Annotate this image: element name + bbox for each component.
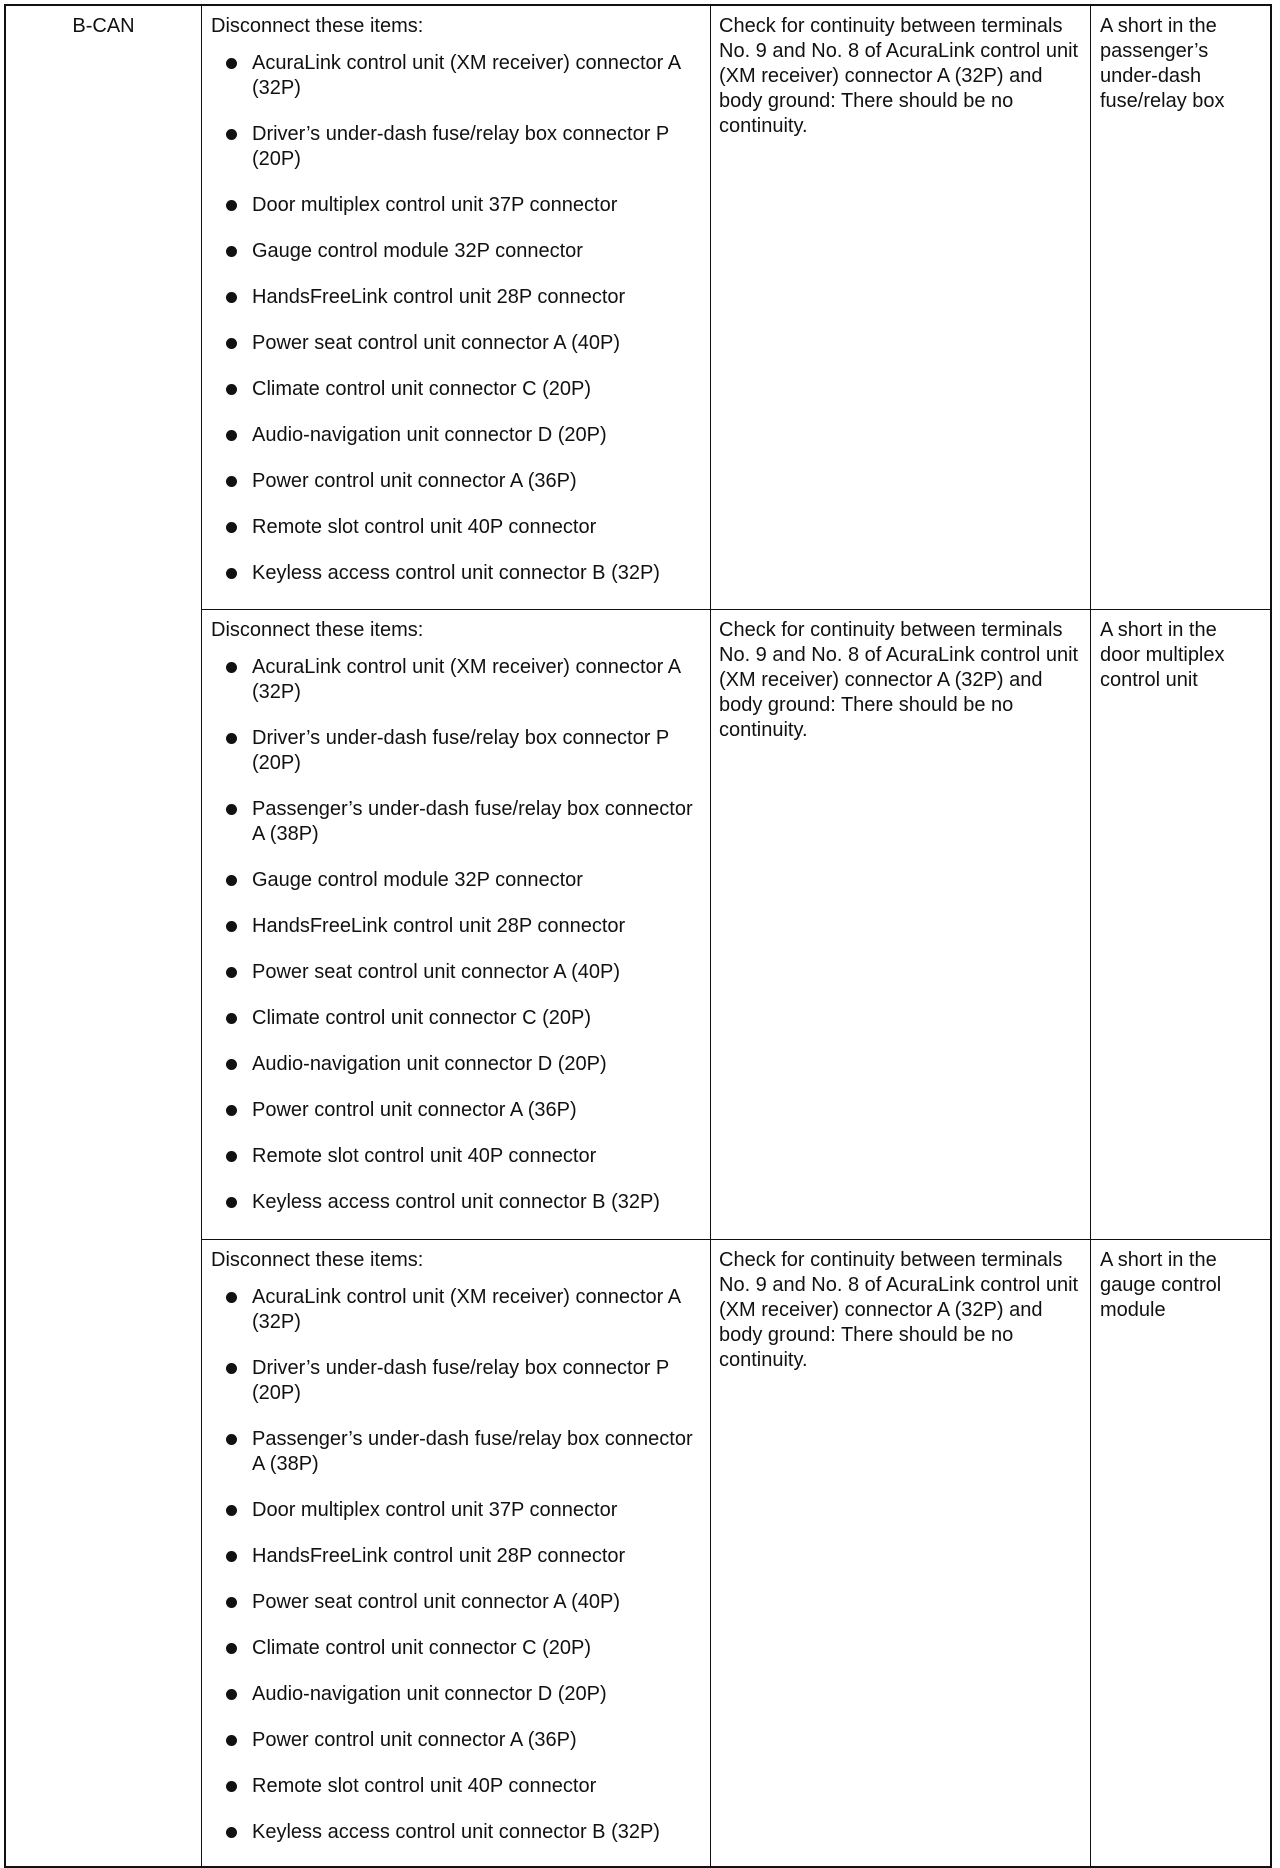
item-text: Audio-navigation unit connector D (20P) [252,424,607,446]
list-item [211,469,702,494]
list-item [211,1427,702,1477]
cause-text: A short in the gauge control module [1100,1248,1222,1321]
list-item [211,1052,702,1077]
bullet-icon [226,200,237,211]
system-label: B-CAN [72,15,135,37]
item-text: Remote slot control unit 40P connector [252,1774,597,1797]
list-item [211,515,702,540]
diagnostic-table [4,4,1272,1868]
check-text: Check for continuity between terminals No. 9 and No. 8 of AcuraLink control unit (XM receiver) connector A (32P) and body ground: There should be no continuity. [719,15,1079,137]
cause-cell [1091,1239,1272,1867]
item-text: Remote slot control unit 40P connector [252,516,597,538]
item-text: Audio-navigation unit connector D (20P) [252,1052,607,1075]
system-cell [5,5,202,1867]
bullet-icon [226,1597,237,1608]
list-item [211,285,702,310]
bullet-icon [226,1292,237,1303]
disconnect-intro: Disconnect these items: [211,618,424,641]
item-text: Climate control unit connector C (20P) [252,1006,592,1029]
item-text: Climate control unit connector C (20P) [252,1636,592,1659]
list-item [211,239,702,264]
disconnect-list [211,655,702,1215]
item-text: Climate control unit connector C (20P) [252,378,592,400]
disconnect-list [211,51,702,586]
list-item [211,1820,702,1845]
item-text: Keyless access control unit connector B (32P) [252,1190,660,1213]
disconnect-items-cell [202,1239,711,1867]
item-text: Door multiplex control unit 37P connector [252,194,618,216]
item-text: Passenger’s under-dash fuse/relay box connector A (38P) [252,1427,693,1475]
item-text: Passenger’s under-dash fuse/relay box connector A (38P) [252,797,693,845]
cause-text: A short in the door multiplex control unit [1100,618,1225,691]
bullet-icon [226,967,237,978]
check-cell [711,1239,1091,1867]
check-cell [711,5,1091,609]
bullet-icon [226,58,237,69]
bullet-icon [226,1434,237,1445]
table-row [5,5,1271,609]
check-text: Check for continuity between terminals No. 9 and No. 8 of AcuraLink control unit (XM receiver) connector A (32P) and body ground: There should be no continuity. [719,1248,1079,1371]
list-item [211,1190,702,1215]
list-item [211,1590,702,1615]
list-item [211,960,702,985]
bullet-icon [226,804,237,815]
item-text: Door multiplex control unit 37P connector [252,1498,618,1521]
list-item [211,1356,702,1406]
item-text: HandsFreeLink control unit 28P connector [252,286,626,308]
list-item [211,423,702,448]
item-text: Audio-navigation unit connector D (20P) [252,1682,607,1705]
list-item [211,655,702,705]
bullet-icon [226,1505,237,1516]
item-text: Power seat control unit connector A (40P) [252,332,620,354]
list-item [211,1006,702,1031]
list-item [211,51,702,101]
item-text: HandsFreeLink control unit 28P connector [252,1544,626,1567]
bullet-icon [226,338,237,349]
item-text: AcuraLink control unit (XM receiver) connector A (32P) [252,655,680,703]
bullet-icon [226,1197,237,1208]
bullet-icon [226,568,237,579]
bullet-icon [226,292,237,303]
check-text: Check for continuity between terminals No. 9 and No. 8 of AcuraLink control unit (XM receiver) connector A (32P) and body ground: There should be no continuity. [719,618,1079,741]
list-item [211,726,702,776]
list-item [211,193,702,218]
item-text: HandsFreeLink control unit 28P connector [252,914,626,937]
item-text: Power control unit connector A (36P) [252,470,577,492]
item-text: Keyless access control unit connector B (32P) [252,562,660,584]
bullet-icon [226,1689,237,1700]
list-item [211,1774,702,1799]
item-text: Power seat control unit connector A (40P) [252,1590,620,1613]
bullet-icon [226,1363,237,1374]
bullet-icon [226,875,237,886]
bullet-icon [226,1013,237,1024]
disconnect-intro: Disconnect these items: [211,1248,424,1271]
bullet-icon [226,1781,237,1792]
item-text: AcuraLink control unit (XM receiver) connector A (32P) [252,1285,680,1333]
check-cell [711,609,1091,1239]
item-text: Driver’s under-dash fuse/relay box connector P (20P) [252,726,669,774]
bullet-icon [226,1059,237,1070]
bullet-icon [226,522,237,533]
item-text: Power seat control unit connector A (40P) [252,960,620,983]
bullet-icon [226,1735,237,1746]
list-item [211,1544,702,1569]
bullet-icon [226,430,237,441]
list-item [211,797,702,847]
disconnect-items-cell [202,609,711,1239]
bullet-icon [226,1151,237,1162]
list-item [211,331,702,356]
cause-cell [1091,609,1272,1239]
item-text: Power control unit connector A (36P) [252,1728,577,1751]
list-item [211,1498,702,1523]
bullet-icon [226,921,237,932]
cause-text: A short in the passenger’s under-dash fuse/relay box [1100,15,1225,112]
bullet-icon [226,733,237,744]
cause-cell [1091,5,1272,609]
item-text: Gauge control module 32P connector [252,868,583,891]
bullet-icon [226,384,237,395]
disconnect-list [211,1285,702,1845]
list-item [211,122,702,172]
item-text: AcuraLink control unit (XM receiver) connector A (32P) [252,52,680,99]
list-item [211,1144,702,1169]
list-item [211,1728,702,1753]
list-item [211,377,702,402]
list-item [211,561,702,586]
list-item [211,1636,702,1661]
disconnect-intro: Disconnect these items: [211,15,424,37]
bullet-icon [226,662,237,673]
list-item [211,1682,702,1707]
item-text: Gauge control module 32P connector [252,240,583,262]
bullet-icon [226,476,237,487]
item-text: Driver’s under-dash fuse/relay box connector P (20P) [252,1356,669,1404]
bullet-icon [226,1551,237,1562]
bullet-icon [226,129,237,140]
list-item [211,1098,702,1123]
list-item [211,914,702,939]
bullet-icon [226,1827,237,1838]
item-text: Power control unit connector A (36P) [252,1098,577,1121]
item-text: Keyless access control unit connector B (32P) [252,1820,660,1843]
item-text: Remote slot control unit 40P connector [252,1144,597,1167]
list-item [211,868,702,893]
disconnect-items-cell [202,5,711,609]
list-item [211,1285,702,1335]
bullet-icon [226,1643,237,1654]
item-text: Driver’s under-dash fuse/relay box connector P (20P) [252,123,669,170]
bullet-icon [226,1105,237,1116]
bullet-icon [226,246,237,257]
